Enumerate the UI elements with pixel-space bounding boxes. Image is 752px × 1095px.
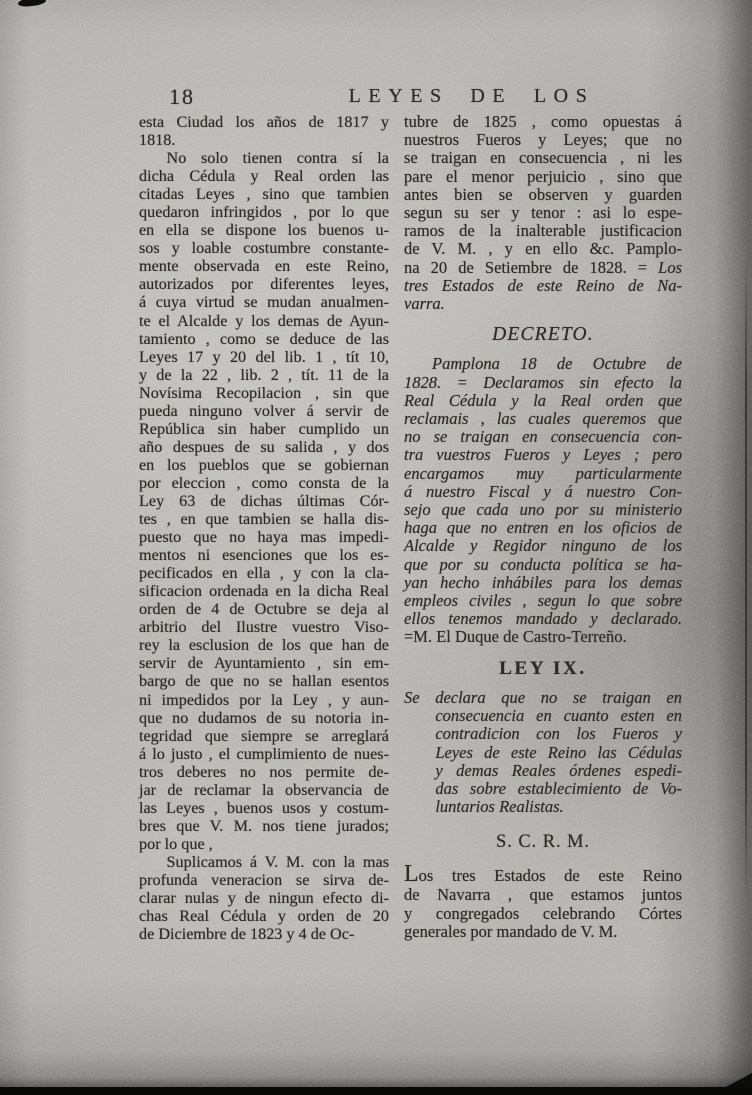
- text-line: haga que no entren en los oficios de: [404, 518, 682, 538]
- text-line: de V. M. , y en ello &c. Pamplo-: [404, 239, 682, 259]
- text-line: Pamplona 18 de Octubre de: [432, 354, 682, 374]
- text-line: no se traigan en consecuencia con-: [404, 427, 682, 447]
- text-line: dicha Cédula y Real orden las: [139, 167, 389, 186]
- text-line: generales por mandado de V. M.: [404, 921, 618, 941]
- ley-ix-heading: LEY IX.: [499, 657, 587, 679]
- text-line: mente observada en este Reino,: [139, 257, 389, 276]
- text-line: servir de Ayuntamiento , sin em-: [139, 654, 389, 673]
- text-segment: na 20 de Setiembre de 1828. =: [404, 257, 659, 277]
- text-line: antes bien se observen y guarden: [404, 184, 682, 204]
- text-line: empleos civiles , segun lo que sobre: [404, 591, 682, 611]
- text-line: Leyes de este Reino las Cédulas: [435, 742, 682, 762]
- text-line: das sobre establecimiento de Vo-: [435, 778, 682, 798]
- text-line: Alcalde y Regidor ninguno de los: [404, 536, 682, 556]
- text-line: que por su conducta política se ha-: [404, 554, 682, 574]
- text-line: reclamais , las cuales queremos que: [404, 409, 682, 429]
- text-line: en ella se dispone los buenos u-: [139, 221, 389, 240]
- text-line: á cuya virtud se mudan anualmen-: [139, 293, 389, 312]
- text-line: por eleccion , como consta de la: [139, 473, 389, 492]
- text-line: mentos ni esenciones que los es-: [139, 546, 389, 565]
- text-line: chas Real Cédula y orden de 20: [139, 907, 389, 926]
- text-line: Ley 63 de dichas últimas Cór-: [139, 491, 389, 510]
- page-number: 18: [169, 84, 195, 109]
- text-line: consecuencia en cuanto esten en: [435, 706, 682, 726]
- text-line: [404, 295, 682, 313]
- text-line: [404, 628, 682, 646]
- paragraph-decreto: [404, 355, 682, 646]
- text-line: y de la 22 , lib. 2 , tít. 11 de la: [139, 365, 389, 384]
- text-line: sificacion ordenada en la dicha Real: [139, 582, 389, 601]
- text-line: citadas Leyes , sino que tambien: [139, 185, 389, 204]
- text-line: [404, 860, 682, 887]
- text-segment: os tres Estados de este Reino: [418, 865, 682, 885]
- paragraph-los-tres-estados: [404, 860, 682, 942]
- scan-artifact-right-edge-line: [745, 260, 747, 900]
- text-line: bres que V. M. nos tiene jurados;: [139, 816, 389, 835]
- text-line: tubre de 1825 , como opuestas á: [404, 112, 682, 131]
- text-line: luntarios Realistas.: [435, 797, 564, 817]
- text-line: yan hecho inhábiles para los demas: [404, 572, 682, 592]
- text-line: de Diciembre de 1823 y 4 de Oc-: [139, 925, 355, 944]
- text-line: 1818.: [139, 131, 176, 150]
- paragraph-ley-summary: [404, 689, 682, 816]
- text-line: jar de reclamar la observancia de: [139, 780, 389, 799]
- text-line: y demas Reales órdenes espedi-: [435, 760, 682, 780]
- text-line: No solo tienen contra sí la: [166, 149, 389, 168]
- page-header: [139, 84, 684, 114]
- text-line: tra vuestros Fueros y Leyes ; pero: [404, 445, 682, 465]
- text-line: y congregados celebrando Córtes: [404, 903, 682, 923]
- text-line: clarar nulas y de ningun efecto di-: [139, 889, 389, 908]
- scan-artifact-corner-fold: [722, 1073, 752, 1089]
- text-line: año despues de su salida , y dos: [139, 437, 389, 456]
- text-line: que no dudamos de su notoria in-: [139, 708, 389, 727]
- text-line: ellos tenemos mandado y declarado.: [404, 609, 682, 629]
- text-line: á lo justo , el cumplimiento de nues-: [139, 744, 389, 763]
- text-line: rey la esclusion de los que han de: [139, 636, 389, 655]
- text-line: contradicion con los Fueros y: [435, 724, 682, 744]
- text-line: sejo que cada uno por su ministerio: [404, 500, 682, 520]
- text-line: 1828. = Declaramos sin efecto la: [404, 372, 682, 392]
- text-line: á nuestro Fiscal y á nuestro Con-: [404, 481, 682, 501]
- text-line: República sin haber cumplido un: [139, 419, 389, 438]
- text-line: Real Cédula y la Real orden que: [404, 390, 682, 410]
- text-line: tros deberes no nos permite de-: [139, 762, 389, 781]
- text-line: esta Ciudad los años de 1817 y: [139, 113, 389, 131]
- text-line: Leyes 17 y 20 del lib. 1 , tít 10,: [139, 347, 389, 366]
- text-line: en los pueblos que se gobiernan: [139, 455, 389, 474]
- text-line: se traigan en consecuencia , ni les: [404, 148, 682, 168]
- left-column: [139, 113, 389, 943]
- text-segment: varra.: [404, 294, 445, 314]
- text-line: autorizados por diferentes leyes,: [139, 275, 389, 294]
- text-line: bargo de que no se hallan esentos: [139, 672, 389, 691]
- paragraph-continued: [139, 113, 389, 149]
- text-line: pare el menor perjuicio , sino que: [404, 166, 682, 186]
- text-line: ramos de la inalterable justificacion: [404, 221, 682, 241]
- text-line: nuestros Fueros y Leyes; que no: [404, 130, 682, 150]
- text-line: por lo que ,: [139, 834, 213, 853]
- text-line: segun su ser y tenor : asi lo espe-: [404, 203, 682, 223]
- right-column: [404, 113, 682, 941]
- text-segment: Los: [658, 257, 682, 277]
- text-line: pueda ninguno volver á servir de: [139, 401, 389, 420]
- scan-artifact-top-left-mark: [18, 0, 47, 8]
- text-line: [404, 277, 682, 295]
- text-line: [404, 259, 682, 277]
- text-segment: tres Estados de este Reino de Na-: [404, 275, 682, 295]
- text-line: Se declara que no se traigan en: [404, 687, 682, 707]
- text-line: Suplicamos á V. M. con la mas: [166, 852, 389, 871]
- text-line: encargamos muy particularmente: [404, 463, 682, 483]
- text-line: las Leyes , buenos usos y costum-: [139, 798, 389, 817]
- running-title: LEYES DE LOS: [348, 85, 595, 107]
- text-line: orden de 4 de Octubre se deja al: [139, 600, 389, 619]
- drop-initial: L: [404, 860, 419, 887]
- text-line: sos y loable costumbre constante-: [139, 239, 389, 258]
- text-segment: =M. El Duque de Castro-Terreño.: [404, 627, 627, 647]
- scan-artifact-bottom-edge: [0, 1087, 752, 1095]
- text-line: tes , en que tambien se halla dis-: [139, 510, 389, 529]
- text-line: profunda veneracion se sirva de-: [139, 870, 389, 889]
- text-line: te el Alcalde y los demas de Ayun-: [139, 311, 389, 330]
- scan-artifact-bottom-shadow: [0, 1077, 752, 1087]
- decreto-heading: DECRETO.: [492, 324, 594, 346]
- scrm-heading: S. C. R. M.: [496, 832, 590, 853]
- text-line: pecificados en ella , y con la cla-: [139, 564, 389, 583]
- text-line: ni impedidos por la Ley , y aun-: [139, 690, 389, 709]
- text-line: de Navarra , que estamos juntos: [404, 885, 682, 905]
- paragraph-no-solo: [139, 149, 389, 853]
- paragraph-petition-end: [404, 113, 682, 313]
- text-line: tamiento , como se deduce de las: [139, 329, 389, 348]
- text-line: tegridad que siempre se arreglará: [139, 726, 389, 745]
- paragraph-suplicamos: [139, 853, 389, 943]
- text-line: puesto que no haya mas impedi-: [139, 528, 389, 547]
- text-line: quedaron infringidos , por lo que: [139, 203, 389, 222]
- text-line: Novísima Recopilacion , sin que: [139, 383, 389, 402]
- text-line: arbitrio del Ilustre vuestro Viso-: [139, 618, 389, 637]
